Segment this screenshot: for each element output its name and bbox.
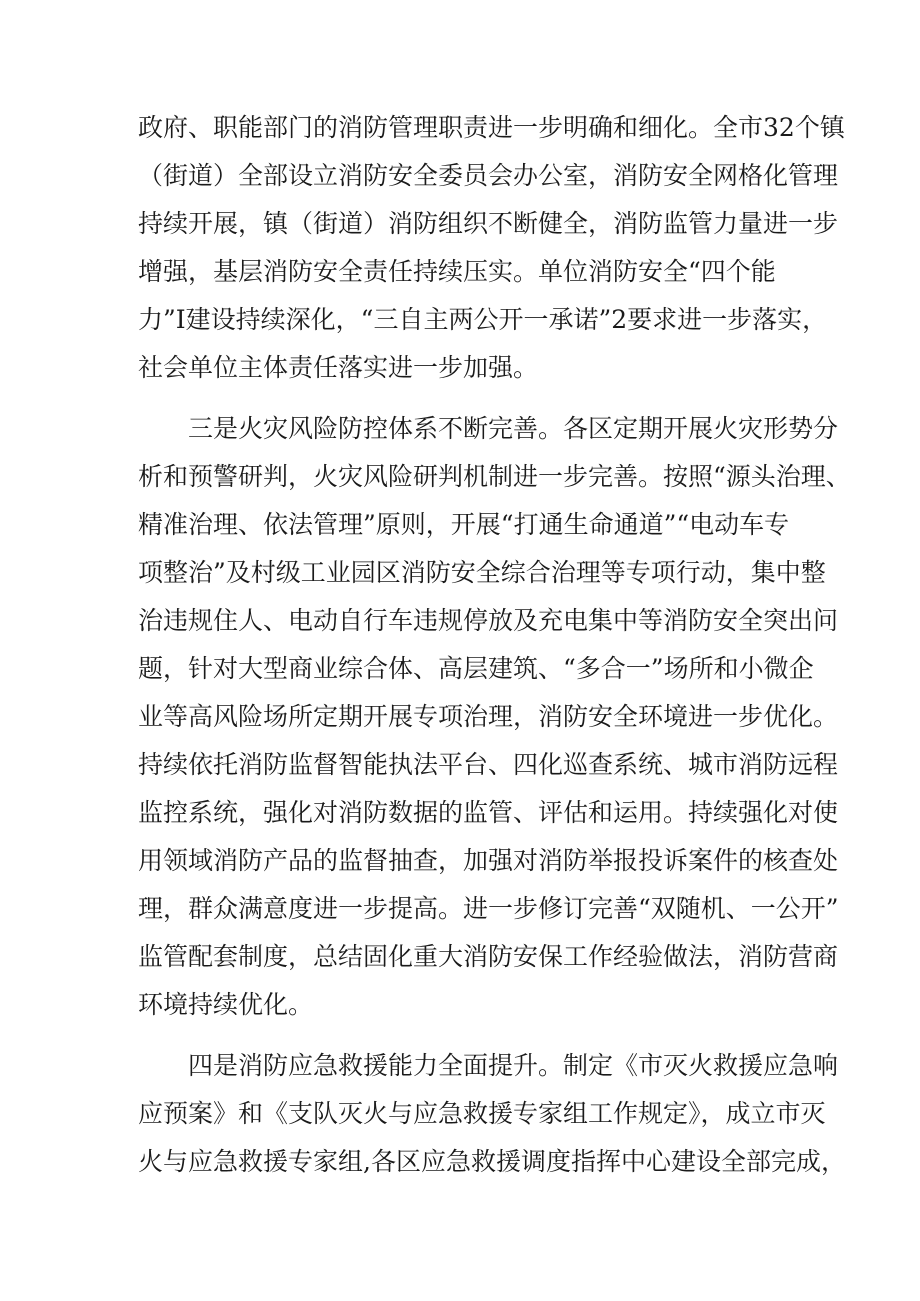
text-line: 力”I建设持续深化，“三自主两公开一承诺”2要求进一步落实， (138, 305, 828, 334)
text-line: 社会单位主体责任落实进一步加强。 (138, 353, 539, 382)
text-line: 题，针对大型商业综合体、高层建筑、“多合一”场所和小微企 (138, 654, 814, 683)
text-line: 增强，基层消防安全责任持续压实。单位消防安全“四个能 (138, 257, 776, 286)
text-line: 应预案》和《支队灭火与应急救援专家组工作规定》，成立市灭 (138, 1099, 826, 1128)
text-line: 精准治理、依法管理”原则，开展“打通生命通道”“电动车专 (138, 510, 790, 539)
text-line: （街道）全部设立消防安全委员会办公室，消防安全网格化管理 (138, 161, 839, 190)
paragraph-2 (138, 405, 851, 1029)
text-line: 治违规住人、电动自行车违规停放及充电集中等消防安全突出问 (138, 606, 839, 635)
text-line: 监管配套制度，总结固化重大消防安保工作经验做法，消防营商 (138, 942, 839, 971)
text-line: 持续开展，镇（街道）消防组织不断健全，消防监管力量进一步 (138, 209, 839, 238)
paragraph-gap (138, 1029, 788, 1042)
text-line: 持续依托消防监督智能执法平台、四化巡查系统、城市消防远程 (138, 750, 839, 779)
text-line: 环境持续优化。 (138, 990, 314, 1019)
paragraph-3 (138, 1042, 846, 1186)
text-line: 监控系统，强化对消防数据的监管、评估和运用。持续强化对使 (138, 798, 839, 827)
text-line: 理，群众满意度进一步提高。进一步修订完善“双随机、一公开” (138, 894, 839, 923)
text-line: 火与应急救援专家组,各区应急救援调度指挥中心建设全部完成， (138, 1147, 846, 1176)
text-line: 三是火灾风险防控体系不断完善。各区定期开展火灾形势分 (188, 414, 839, 443)
text-line: 政府、职能部门的消防管理职责进一步明确和细化。全市32个镇 (138, 113, 845, 142)
body-text (138, 104, 851, 1186)
text-line: 四是消防应急救援能力全面提升。制定《市灭火救援应急响 (188, 1051, 839, 1080)
text-line: 业等高风险场所定期开展专项治理，消防安全环境进一步优化。 (138, 702, 839, 731)
text-line: 析和预警研判，火灾风险研判机制进一步完善。按照“源头治理、 (138, 462, 851, 491)
text-line: 用领域消防产品的监督抽查，加强对消防举报投诉案件的核查处 (138, 846, 839, 875)
text-line: 项整治”及村级工业园区消防安全综合治理等专项行动，集中整 (138, 558, 826, 587)
paragraph-gap (138, 392, 788, 405)
paragraph-1 (138, 104, 845, 392)
